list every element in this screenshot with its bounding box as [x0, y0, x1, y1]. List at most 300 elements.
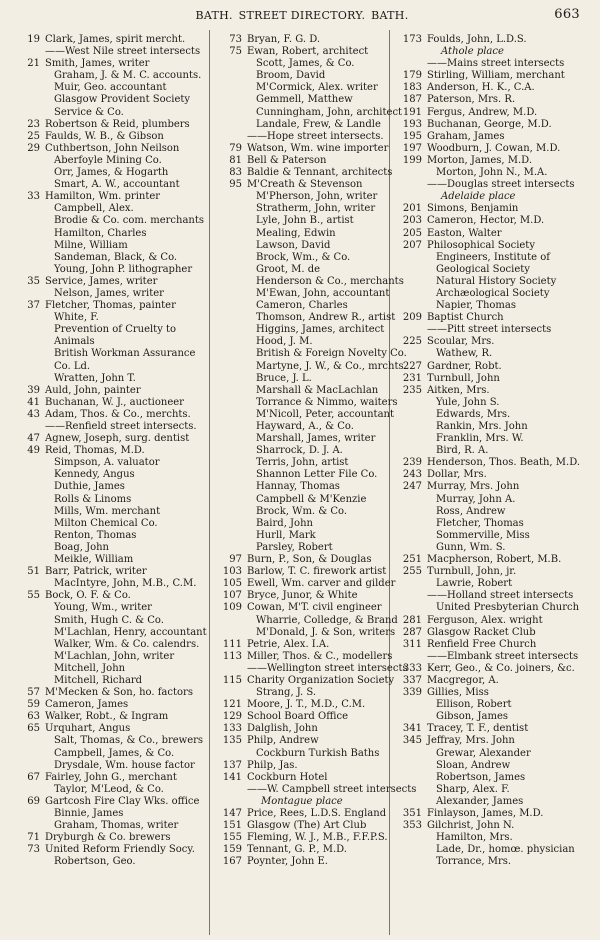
entry-number [8, 167, 45, 179]
directory-entry [212, 252, 390, 264]
entry-number: 339 [402, 687, 422, 699]
entry-number: 187 [402, 94, 422, 106]
entry-text: Mills, Wm. merchant [54, 505, 161, 517]
directory-entry [392, 832, 597, 844]
directory-entry [392, 312, 597, 324]
entry-number: 69 [27, 795, 40, 807]
entry-text: Service, James, writer [45, 275, 158, 287]
directory-entry [392, 179, 597, 191]
entry-text: Animals [54, 336, 95, 348]
directory-entry [8, 264, 206, 276]
directory-entry [212, 530, 390, 542]
entry-number: 191 [402, 106, 422, 118]
entry-text: United Reform Friendly Socy. [45, 844, 195, 856]
directory-entry [392, 844, 597, 856]
entry-number [392, 651, 427, 663]
entry-number: 179 [402, 70, 422, 82]
entry-number: 107 [222, 590, 242, 602]
entry-number: 37 [27, 300, 40, 312]
entry-number [392, 46, 427, 58]
entry-text: School Board Office [247, 711, 349, 723]
entry-number [8, 481, 45, 493]
directory-entry [392, 627, 597, 639]
directory-entry [8, 796, 206, 808]
directory-entry [8, 34, 206, 46]
entry-text: Martyne, J. W., & Co., mrchts. [256, 360, 407, 372]
entry-number: 71 [27, 832, 40, 844]
entry-number [212, 348, 247, 360]
entry-text: Boag, John [54, 541, 109, 553]
entry-text: Fleming, W. J., M.B., F.F.P.S. [247, 832, 388, 844]
entry-text: Milton Chemical Co. [54, 517, 158, 529]
entry-text: Stratherm, John, writer [256, 203, 376, 215]
entry-text: Buchanan, W. J., auctioneer [45, 396, 184, 408]
entry-text: Grewar, Alexander [436, 747, 531, 759]
entry-text: Wathew, R. [436, 348, 493, 360]
entry-number: 39 [27, 384, 40, 396]
directory-entry [8, 687, 206, 699]
entry-number: 243 [402, 469, 422, 481]
entry-text: ——Mains street intersects [427, 58, 565, 70]
entry-text: Ewell, Wm. carver and gilder [247, 578, 396, 590]
entry-text: Paterson, Mrs. R. [427, 94, 516, 106]
directory-entry [8, 203, 206, 215]
entry-text: Landale, Frew, & Landle [256, 118, 381, 130]
entry-text: Morton, James, M.D. [427, 154, 532, 166]
entry-text: Tennant, G. P., M.D. [247, 844, 347, 856]
entry-text: Meikle, William [54, 554, 134, 566]
directory-entry [212, 373, 390, 385]
directory-entry [212, 626, 396, 639]
entry-number: 239 [402, 457, 422, 469]
entry-text: Napier, Thomas [436, 300, 516, 312]
directory-entry [392, 240, 597, 252]
entry-number: 83 [229, 167, 242, 179]
entry-number: 167 [222, 856, 242, 868]
directory-entry [392, 699, 597, 711]
entry-number [212, 94, 247, 106]
entry-number [212, 385, 247, 397]
entry-text: Hayward, A., & Co. [256, 421, 354, 432]
entry-number [212, 191, 247, 203]
directory-entry [212, 433, 390, 445]
directory-entry [8, 288, 206, 300]
entry-number [212, 373, 247, 385]
entry-number [8, 494, 45, 506]
directory-entry [212, 336, 390, 348]
entry-text: Scott, James, & Co. [256, 58, 355, 70]
entry-number: 227 [402, 360, 422, 372]
directory-entry [212, 674, 395, 687]
entry-number [8, 264, 45, 276]
entry-number [212, 457, 247, 469]
entry-number [212, 397, 247, 409]
directory-entry [392, 494, 597, 506]
directory-entry [212, 808, 390, 820]
entry-text: ——W. Campbell street intersects [247, 783, 417, 795]
directory-entry [392, 675, 597, 687]
entry-text: Gartcosh Fire Clay Wks. office [45, 795, 200, 807]
directory-entry [8, 506, 206, 518]
directory-entry [8, 433, 206, 445]
directory-entry [212, 506, 390, 518]
entry-number: 151 [222, 820, 242, 832]
entry-number [212, 506, 247, 518]
entry-text: Kennedy, Angus [54, 469, 135, 481]
entry-number: 201 [402, 203, 422, 215]
directory-column-3 [392, 34, 597, 868]
column-divider [209, 30, 210, 935]
entry-number [8, 336, 45, 348]
entry-text: Foulds, John, L.D.S. [427, 34, 527, 45]
entry-number: 147 [222, 808, 242, 819]
entry-number [212, 361, 247, 373]
entry-text: M'Cormick, Alex. writer [256, 82, 378, 94]
entry-text: Graham, James [427, 130, 505, 142]
entry-text: Marshall & MacLachlan [256, 384, 379, 396]
entry-text: Lawrie, Robert [436, 578, 513, 590]
directory-entry [392, 506, 597, 518]
entry-number [212, 784, 247, 796]
directory-entry [212, 34, 390, 46]
header-right-city: BATH. [371, 9, 409, 22]
entry-number: 337 [402, 674, 422, 686]
entry-text: Henderson & Co., merchants [256, 275, 404, 287]
entry-number [212, 409, 247, 421]
directory-entry [8, 336, 206, 348]
directory-entry [392, 856, 597, 868]
entry-text: ——Wellington street intersects [247, 662, 408, 674]
entry-number [8, 348, 45, 360]
entry-number [8, 518, 45, 530]
directory-entry [8, 252, 206, 264]
entry-number: 47 [27, 433, 40, 445]
entry-number [8, 46, 45, 58]
entry-number [8, 94, 45, 106]
entry-number: 113 [222, 650, 242, 662]
directory-entry [8, 530, 206, 542]
entry-number: 25 [27, 130, 40, 142]
directory-entry [212, 735, 390, 747]
entry-number: 209 [402, 312, 422, 324]
directory-entry [212, 614, 398, 627]
directory-entry [212, 396, 398, 409]
entry-number [212, 748, 247, 760]
entry-text: Graham, Thomas, writer [54, 820, 179, 832]
directory-entry [392, 723, 597, 735]
entry-text: Finlayson, James, M.D. [427, 808, 544, 819]
directory-entry [212, 46, 390, 58]
entry-number [8, 639, 45, 651]
directory-entry [392, 711, 597, 723]
directory-entry [8, 627, 206, 639]
entry-number: 353 [402, 820, 422, 832]
directory-entry [8, 228, 206, 240]
entry-number [212, 542, 247, 554]
directory-entry [212, 264, 390, 276]
entry-number [392, 324, 427, 336]
entry-number [212, 324, 247, 336]
entry-number [8, 421, 45, 433]
directory-entry [392, 288, 597, 300]
entry-text: Marshall, James, writer [256, 433, 376, 445]
entry-number: 23 [27, 118, 40, 130]
directory-entry [212, 518, 390, 530]
entry-number [8, 288, 45, 300]
directory-entry [8, 615, 206, 627]
directory-entry [212, 602, 390, 614]
entry-number: 255 [402, 566, 422, 578]
entry-text: Smith, James, writer [45, 58, 150, 70]
entry-number [392, 772, 427, 784]
directory-entry [8, 155, 206, 167]
directory-entry [392, 203, 597, 215]
entry-text: Stirling, William, merchant [427, 70, 565, 82]
directory-entry [212, 300, 390, 312]
entry-number [392, 506, 427, 518]
entry-number: 129 [222, 711, 242, 723]
directory-entry [392, 264, 597, 276]
entry-text: Higgins, James, architect [256, 324, 385, 336]
entry-number [8, 675, 45, 687]
entry-text: White, F. [54, 312, 99, 324]
directory-entry [8, 276, 206, 288]
directory-entry [8, 760, 206, 772]
entry-text: Natural History Society [436, 275, 557, 287]
entry-text: Bryce, Junor, & White [247, 590, 358, 602]
entry-text: Cockburn Turkish Baths [256, 747, 380, 759]
entry-number: 67 [27, 771, 40, 783]
entry-number: 111 [222, 638, 242, 650]
entry-text: Lade, Dr., homœ. physician [436, 844, 575, 856]
entry-text: Hamilton, Charles [54, 227, 147, 239]
directory-entry [392, 566, 597, 578]
entry-number: 109 [222, 602, 242, 614]
entry-text: Cuthbertson, John Neilson [45, 142, 180, 154]
entry-text: Urquhart, Angus [45, 723, 131, 735]
entry-text: Miller, Thos. & C., modellers [247, 650, 393, 662]
entry-text: Mitchell, John [54, 662, 126, 674]
directory-entry [8, 46, 206, 58]
entry-text: Fergus, Andrew, M.D. [427, 106, 538, 118]
entry-text: Glasgow (The) Art Club [247, 820, 367, 832]
entry-number [392, 300, 427, 312]
directory-entry [8, 735, 206, 747]
entry-number [8, 203, 45, 215]
entry-text: Clark, James, spirit mercht. [45, 34, 186, 45]
entry-text: Wharrie, Colledge, & Brand [256, 614, 398, 626]
entry-number [8, 179, 45, 191]
entry-number [392, 409, 427, 421]
entry-text: Terris, John, artist [256, 457, 349, 469]
directory-entry [392, 760, 597, 772]
directory-entry [212, 566, 390, 578]
entry-text: Torrance & Nimmo, waiters [256, 396, 398, 408]
directory-entry [212, 385, 390, 397]
entry-number [8, 542, 45, 554]
entry-number [212, 58, 247, 70]
entry-text: Woodburn, J. Cowan, M.D. [427, 142, 561, 154]
directory-entry [392, 590, 597, 602]
entry-text: Brock, Wm., & Co. [256, 251, 351, 263]
entry-text: Bruce, J. L. [256, 372, 312, 384]
directory-entry [212, 82, 390, 94]
entry-text: Kerr, Geo., & Co. joiners, &c. [427, 662, 575, 674]
entry-number: 51 [27, 566, 40, 578]
entry-number [212, 215, 247, 227]
entry-number: 59 [27, 699, 40, 711]
entry-number: 137 [222, 759, 242, 771]
entry-number: 183 [402, 82, 422, 94]
entry-number [8, 554, 45, 566]
entry-number [8, 760, 45, 772]
directory-entry [212, 481, 390, 493]
entry-number [392, 699, 427, 711]
entry-number [392, 590, 427, 602]
entry-number [212, 203, 247, 215]
directory-entry [8, 518, 206, 530]
entry-text: M'Nicoll, Peter, accountant [256, 408, 394, 420]
entry-text: M'Mecken & Son, ho. factors [45, 687, 193, 699]
directory-entry [392, 542, 597, 554]
entry-text: Ross, Andrew [436, 505, 506, 517]
entry-text: Service & Co. [54, 106, 124, 118]
entry-number: 135 [222, 735, 242, 747]
directory-entry [212, 275, 404, 288]
directory-entry [212, 348, 407, 360]
directory-entry [212, 832, 390, 844]
directory-entry [8, 409, 206, 421]
directory-entry [392, 34, 597, 46]
header-title: STREET DIRECTORY. [238, 9, 366, 22]
entry-number: 33 [27, 191, 40, 203]
entry-text: ——Pitt street intersects [427, 324, 552, 336]
directory-entry [392, 131, 597, 143]
directory-entry [8, 385, 206, 397]
directory-entry [8, 421, 206, 433]
entry-number [392, 844, 427, 856]
entry-text: Dollar, Mrs. [427, 469, 487, 481]
entry-number [8, 70, 45, 82]
entry-number: 55 [27, 590, 40, 602]
entry-text: Fletcher, Thomas [436, 517, 524, 529]
directory-entry [8, 191, 206, 203]
directory-entry [392, 687, 597, 699]
directory-entry [8, 131, 206, 143]
directory-entry [8, 94, 206, 106]
entry-text: Athole place [441, 46, 504, 58]
entry-number [212, 276, 247, 288]
entry-number [8, 506, 45, 518]
directory-entry [8, 70, 206, 82]
directory-entry [8, 602, 206, 614]
directory-entry [392, 155, 597, 167]
entry-text: Renton, Thomas [54, 529, 137, 541]
entry-text: Gilchrist, John N. [427, 820, 515, 832]
entry-text: Smith, Hugh C. & Co. [54, 614, 164, 626]
entry-number: 155 [222, 832, 242, 844]
entry-text: Reid, Thomas, M.D. [45, 445, 145, 457]
directory-entry [212, 421, 390, 433]
entry-text: Glasgow Racket Club [427, 626, 536, 638]
entry-text: Lyle, John B., artist [256, 215, 354, 227]
entry-text: Ellison, Robert [436, 699, 512, 711]
entry-text: Hurll, Mark [256, 529, 316, 541]
entry-number [392, 397, 427, 409]
entry-text: Cockburn Hotel [247, 771, 328, 783]
entry-text: Walker, Robt., & Ingram [45, 711, 169, 723]
directory-entry [392, 324, 597, 336]
entry-number: 199 [402, 154, 422, 166]
directory-entry [212, 699, 390, 711]
entry-text: Adelaide place [441, 191, 516, 203]
entry-text: M'Donald, J. & Son, writers [256, 626, 396, 638]
entry-text: British & Foreign Novelty Co. [256, 348, 407, 360]
directory-entry [8, 832, 206, 844]
directory-entry [392, 94, 597, 106]
entry-number [212, 288, 247, 300]
entry-number: 333 [402, 662, 422, 674]
entry-number [8, 457, 45, 469]
entry-text: Barr, Patrick, writer [45, 566, 147, 578]
entry-number [212, 336, 247, 348]
entry-number [392, 602, 427, 614]
directory-entry [8, 240, 206, 252]
entry-number [392, 276, 427, 288]
directory-entry [392, 385, 597, 397]
entry-text: Sharrock, D. J. A. [256, 445, 343, 457]
entry-text: Muir, Geo. accountant [54, 82, 167, 94]
entry-text: Simons, Benjamin [427, 203, 519, 215]
entry-number: 73 [27, 844, 40, 856]
entry-number: 193 [402, 118, 422, 130]
directory-entry [392, 70, 597, 82]
directory-entry [212, 639, 390, 651]
directory-entry [212, 844, 390, 856]
entry-text: Hannay, Thomas [256, 481, 340, 493]
entry-number [392, 760, 427, 772]
directory-entry [212, 360, 407, 373]
page-number: 663 [554, 7, 580, 22]
entry-number [8, 820, 45, 832]
entry-text: M'Creath & Stevenson [247, 179, 363, 191]
entry-number [392, 494, 427, 506]
entry-text: Young, Wm., writer [54, 602, 152, 614]
entry-number [392, 179, 427, 191]
directory-entry [8, 397, 206, 409]
directory-entry [212, 494, 390, 506]
entry-text: Baptist Church [427, 312, 504, 324]
directory-entry [8, 675, 206, 687]
directory-entry [212, 94, 390, 106]
entry-number [8, 578, 45, 590]
directory-entry [8, 772, 206, 784]
directory-entry [8, 348, 206, 360]
entry-number [392, 748, 427, 760]
entry-text: Mealing, Edwin [256, 227, 336, 239]
directory-entry [392, 46, 597, 58]
directory-entry [392, 252, 597, 264]
directory-entry [392, 578, 597, 590]
directory-entry [212, 119, 390, 131]
directory-entry [392, 348, 597, 360]
directory-entry [212, 240, 390, 252]
entry-text: M'Lachlan, Henry, accountant [54, 626, 207, 638]
entry-text: Hamilton, Mrs. [436, 832, 513, 844]
entry-text: Auld, John, painter [45, 384, 141, 396]
entry-text: Smart, A. W., accountant [54, 179, 180, 191]
entry-text: Jeffray, Mrs. John [427, 735, 515, 747]
